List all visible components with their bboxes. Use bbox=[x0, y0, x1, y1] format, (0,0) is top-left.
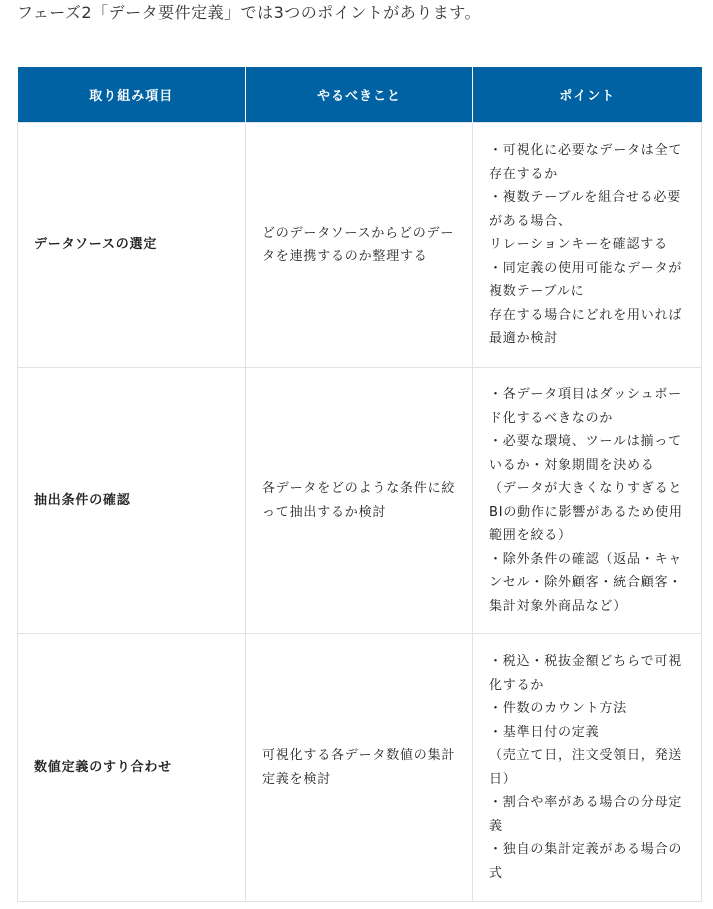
table-row bbox=[18, 368, 702, 634]
point-line: ・税込・税抜金額どちらで可視化するか bbox=[489, 654, 683, 693]
point-line: ・割合や率がある場合の分母定義 bbox=[489, 795, 683, 834]
table-row bbox=[18, 634, 702, 902]
point-line: ・各データ項目はダッシュボード化するべきなのか bbox=[489, 387, 682, 426]
point-line: （データが大きくなりすぎるとBIの動作に影響があるため使用範囲を絞る） bbox=[489, 481, 683, 543]
requirements-table bbox=[17, 67, 702, 902]
point-line: ・独自の集計定義がある場合の式 bbox=[489, 842, 683, 881]
row-todo-cell: 可視化する各データ数値の集計定義を検討 bbox=[246, 634, 473, 902]
point-line: （売立て日，注文受領日，発送日） bbox=[489, 748, 683, 787]
row-points-cell bbox=[473, 634, 702, 902]
row-item-cell: 抽出条件の確認 bbox=[18, 368, 246, 634]
header-item: 取り組み項目 bbox=[18, 67, 246, 123]
row-todo-cell: どのデータソースからどのデータを連携するのか整理する bbox=[246, 123, 473, 368]
row-points-cell bbox=[473, 123, 702, 368]
header-points: ポイント bbox=[473, 67, 702, 123]
row-item-cell: 数値定義のすり合わせ bbox=[18, 634, 246, 902]
point-line: ・除外条件の確認（返品・キャンセル・除外顧客・統合顧客・集計対象外商品など） bbox=[489, 551, 683, 614]
row-item-cell: データソースの選定 bbox=[18, 123, 246, 368]
row-todo-cell: 各データをどのような条件に絞って抽出するか検討 bbox=[246, 368, 473, 634]
intro-text: フェーズ2「データ要件定義」では3つのポイントがあります。 bbox=[17, 3, 481, 22]
row-points-cell bbox=[473, 368, 702, 634]
point-line: ・可視化に必要なデータは全て存在するか bbox=[489, 143, 683, 182]
point-line: ・基準日付の定義 bbox=[489, 724, 600, 740]
point-line: ・同定義の使用可能なデータが複数テーブルに bbox=[489, 260, 683, 300]
point-line: 存在する場合にどれを用いれば最適か検討 bbox=[489, 307, 683, 347]
point-line: ・複数テーブルを組合せる必要がある場合、 bbox=[489, 190, 682, 229]
header-todo: やるべきこと bbox=[246, 67, 473, 123]
point-line: リレーションキーを確認する bbox=[489, 237, 668, 253]
table-row bbox=[18, 123, 702, 368]
point-line: ・必要な環境、ツールは揃っているか・対象期間を決める bbox=[489, 434, 682, 473]
point-line: ・件数のカウント方法 bbox=[489, 701, 628, 716]
table-header-row bbox=[18, 67, 702, 123]
